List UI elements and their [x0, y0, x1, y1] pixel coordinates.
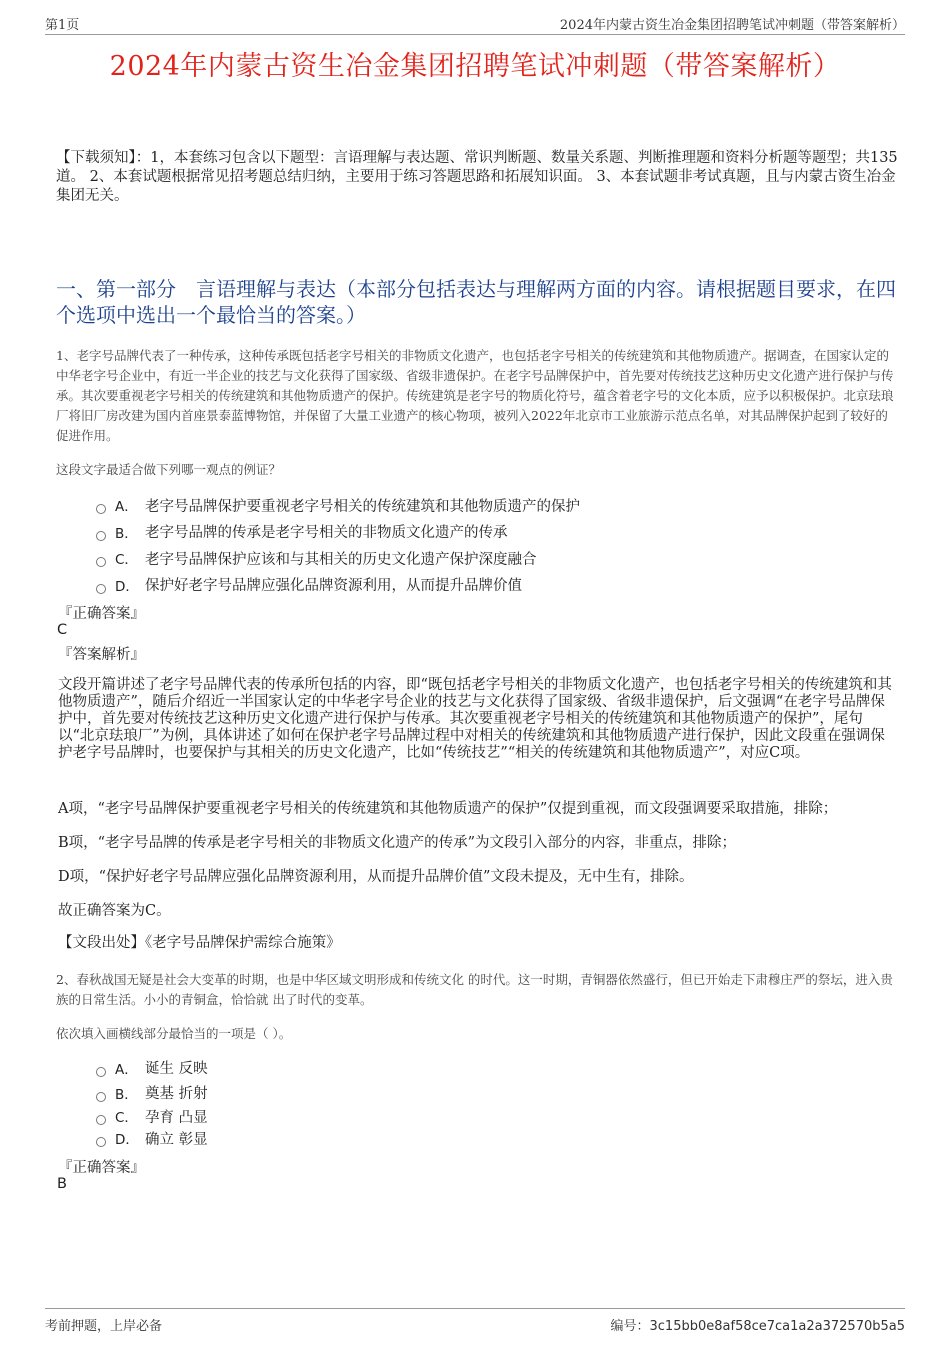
footer-code: 编号：3c15bb0e8af58ce7ca1a2a372570b5a5	[610, 1319, 905, 1334]
radio-icon[interactable]	[96, 531, 106, 541]
question-1-text: 1、老字号品牌代表了一种传承，这种传承既包括老字号相关的非物质文化遗产，也包括老字号相关的传统建筑和其他物质遗产。据调查，在国家认定的中华老字号企业中，有近一半企业的技艺与文化获得了国家级、省级非遗保护。在老字号品牌保护中，首先要对传统技艺这种历史文化遗产进行保护与传承。其次要重视老字号相关的传统建筑和其他物质遗产的保护。传统建筑是老字号的物质化符号，蕴含着老字号的文化本质，应予以积极保护。北京珐琅厂将旧厂房改建为国内首座景泰蓝博物馆，并保留了大量工业遗产的核心物项，被列入2022年北京市工业旅游示范点名单，对其品牌保护起到了较好的促进作用。	[56, 348, 894, 443]
download-notice: 【下载须知】：1，本套练习包含以下题型：言语理解与表达题、常识判断题、数量关系题、判断推理题和资料分析题等题型；共135道。 2、本套试题根据常见招考题总结归纳，主要用于练习答题思路和拓展知识面。 3、本套试题非考试真题，且与内蒙古资生冶金集团无关。	[56, 150, 898, 204]
analysis-paragraph: 文段开篇讲述了老字号品牌代表的传承所包括的内容，即“既包括老字号相关的非物质文化遗产，也包括老字号相关的传统建筑和其他物质遗产”，随后介绍近一半国家认定的中华老字号企业的技艺与文化获得了国家级、省级非遗保护，后文强调“在老字号品牌保护中，首先要对传统技艺这种历史文化遗产进行保护与传承。其次要重视老字号相关的传统建筑和其他物质遗产的保护”，尾句以“北京珐琅厂”为例，具体讲述了如何在保护老字号品牌过程中对相关的传统建筑和其他物质遗产进行保护，因此文段重在强调保护老字号品牌时，也要保护与其相关的历史文化遗产，比如“传统技艺”“相关的传统建筑和其他物质遗产”，对应C项。	[58, 677, 892, 761]
question-1-ask: 这段文字最适合做下列哪一观点的例证？	[56, 462, 282, 477]
header-doc-title: 2024年内蒙古资生冶金集团招聘笔试冲刺题（带答案解析）	[559, 18, 905, 33]
option-a[interactable]: A． 诞生 反映	[96, 1055, 208, 1080]
page-title: 2024年内蒙古资生冶金集团招聘笔试冲刺题（带答案解析）	[109, 51, 841, 82]
radio-icon[interactable]	[96, 1067, 106, 1077]
option-c[interactable]: C． 老字号品牌保护应该和与其相关的历史文化遗产保护深度融合	[96, 545, 580, 572]
question-2-ask: 依次填入画横线部分最恰当的一项是（ ）。	[56, 1026, 292, 1041]
answer-value: B	[57, 1176, 67, 1192]
option-b[interactable]: B． 奠基 折射	[96, 1080, 208, 1105]
footer-slogan: 考前押题，上岸必备	[45, 1319, 163, 1334]
question-2-text: 2、春秋战国无疑是社会大变革的时期，也是中华区域文明形成和传统文化 的时代。这一时期，青铜器依然盛行，但已开始走下肃穆庄严的祭坛，进入贵族的日常生活。小小的青铜盒，恰恰就 出了时代的变革。	[56, 972, 893, 1007]
analysis-label: 『答案解析』	[58, 647, 145, 663]
section-title: 一、第一部分 言语理解与表达（本部分包括表达与理解两方面的内容。请根据题目要求，在四个选项中选出一个最恰当的答案。）	[56, 277, 896, 327]
radio-icon[interactable]	[96, 557, 106, 567]
question-1-options	[96, 492, 580, 598]
radio-icon[interactable]	[96, 584, 106, 594]
page-header	[45, 14, 905, 35]
radio-icon[interactable]	[96, 1137, 106, 1147]
option-c[interactable]: C． 孕育 凸显	[96, 1105, 208, 1127]
answer-label: 『正确答案』	[58, 1160, 145, 1176]
question-2-options	[96, 1055, 208, 1149]
answer-value: C	[57, 622, 68, 638]
option-d[interactable]: D． 确立 彰显	[96, 1127, 208, 1149]
analysis-option-b: B项，“老字号品牌的传承是老字号相关的非物质文化遗产的传承”为文段引入部分的内容，非重点，排除；	[58, 835, 736, 851]
answer-label: 『正确答案』	[58, 606, 145, 622]
analysis-conclusion: 故正确答案为C。	[58, 903, 171, 919]
option-b[interactable]: B． 老字号品牌的传承是老字号相关的非物质文化遗产的传承	[96, 519, 580, 546]
option-d[interactable]: D． 保护好老字号品牌应强化品牌资源利用，从而提升品牌价值	[96, 572, 580, 599]
option-a[interactable]: A． 老字号品牌保护要重视老字号相关的传统建筑和其他物质遗产的保护	[96, 492, 580, 519]
source-note: 【文段出处】《老字号品牌保护需综合施策》	[58, 935, 341, 951]
radio-icon[interactable]	[96, 504, 106, 514]
analysis-option-d: D项，“保护好老字号品牌应强化品牌资源利用，从而提升品牌价值”文段未提及，无中生有，排除。	[58, 869, 694, 885]
analysis-option-a: A项，“老字号品牌保护要重视老字号相关的传统建筑和其他物质遗产的保护”仅提到重视，而文段强调要采取措施，排除；	[58, 801, 838, 817]
radio-icon[interactable]	[96, 1115, 106, 1125]
page-number: 第1页	[45, 18, 80, 33]
page-footer	[45, 1308, 905, 1335]
radio-icon[interactable]	[96, 1092, 106, 1102]
